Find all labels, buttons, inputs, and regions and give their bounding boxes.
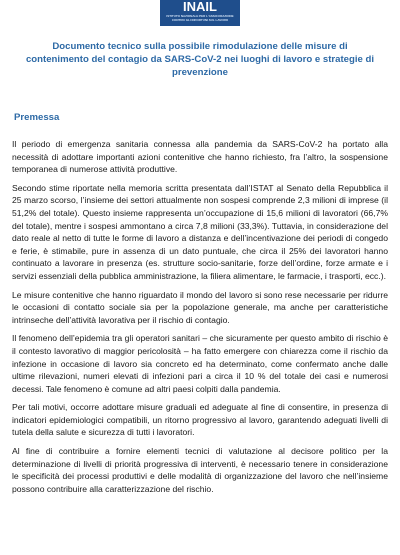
document-body [12,138,388,501]
section-heading: Premessa [14,112,60,123]
paragraph: Per tali motivi, occorre adottare misure graduali ed adeguate al fine di consentire, in presenza di indicatori epidemiologici compatibili, un ritorno progressivo al lavoro, garantendo adeguati livelli di tutela della salute e sicurezza di tutti i lavoratori. [12,402,388,438]
paragraph: Al fine di contribuire a fornire elementi tecnici di valutazione al decisore politico per la determinazione di livelli di priorità progressiva di interventi, è necessario tenere in considerazione le specificità dei processi produttivi e delle modalità di organizzazione del lavoro che nell’insieme possono contribuire alla caratterizzazione del rischio. [12,446,388,494]
paragraph: Il periodo di emergenza sanitaria connessa alla pandemia da SARS-CoV-2 ha portato alla necessità di adottare importanti azioni contenitive che hanno richiesto, fra l’altro, la sospensione temporanea di numerose attività produttive. [12,139,388,175]
paragraph: Secondo stime riportate nella memoria scritta presentata dall’ISTAT al Senato della Repubblica il 25 marzo scorso, l’insieme dei settori attualmente non sospesi comprende 2,3 milioni di imprese (il 51,2% del totale). Questo insieme rappresenta un’occupazione di 15,6 milioni di lavoratori (66,7% del totale), mentre i sospesi ammontano a circa 7,8 milioni (33,3%). Tuttavia, in considerazione del dato reale al netto di tutte le forme di lavoro a distanza e dell’incentivazione dei periodi di congedo e ferie, è stimabile, pure in assenza di un dato puntuale, che circa il 25% dei lavoratori hanno continuato a lavorare in presenza (es. strutture socio-sanitarie, forze dell’ordine, forze armate e i servizi essenziali della pubblica amministrazione, la filiera alimentare, le farmacie, i trasporti, ecc.). [12,182,388,281]
logo-subtitle: ISTITUTO NAZIONALE PER L'ASSICURAZIONE CONTRO GLI INFORTUNI SUL LAVORO [166,14,234,22]
document-title: Documento tecnico sulla possibile rimodulazione delle misure di contenimento del contagio da SARS-CoV-2 nei luoghi di lavoro e strategie di prevenzione [25,41,375,78]
paragraph: Le misure contenitive che hanno riguardato il mondo del lavoro si sono rese necessarie per ridurre le occasioni di contatto sociale sia per la popolazione generale, ma anche per caratteristiche intrinseche dell’attività lavorativa per il rischio di contagio. [12,289,388,325]
inail-logo [160,0,240,26]
logo-text: INAIL [183,0,217,14]
paragraph: Il fenomeno dell’epidemia tra gli operatori sanitari – che sicuramente per questo ambito di rischio è il contesto lavorativo di maggior pericolosità – ha fatto emergere con chiarezza come il rischio da infezione in occasione di lavoro sia concreto ed ha determinato, come confermato anche dalle ultime rilevazioni, numeri elevati di infezioni pari a circa il 10 % del totale dei casi e numerosi decessi. Tale fenomeno è comune ad altri paesi colpiti dalla pandemia. [12,333,388,394]
